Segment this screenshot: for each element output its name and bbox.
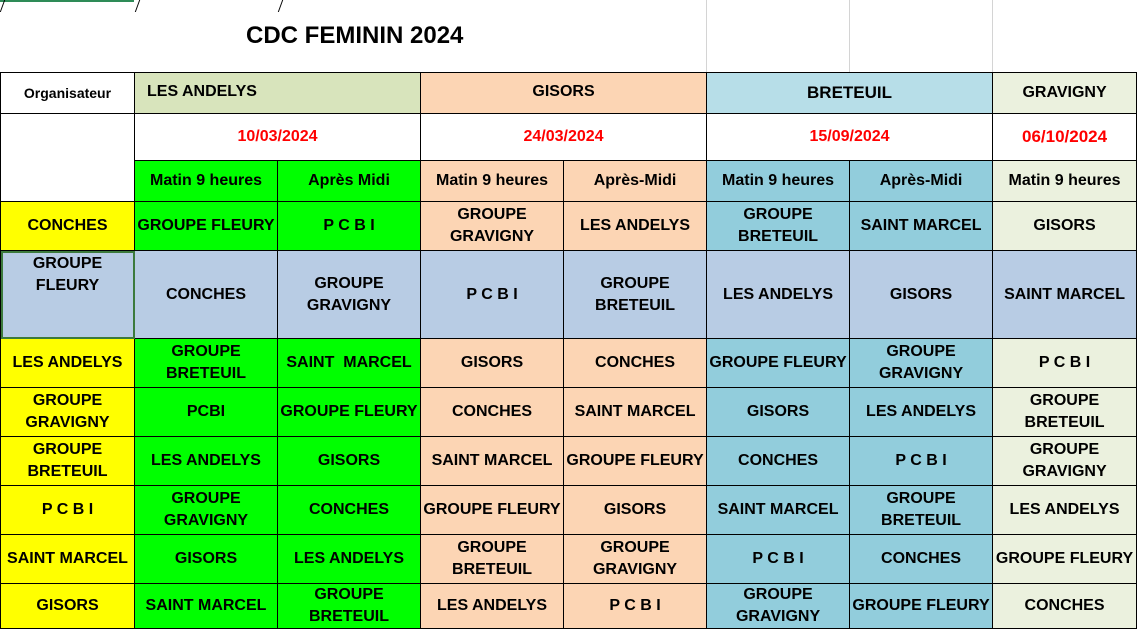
match-cell[interactable]: GISORS — [993, 202, 1137, 251]
match-cell[interactable]: GROUPE BRETEUIL — [278, 584, 421, 629]
match-cell[interactable]: GISORS — [278, 437, 421, 486]
match-cell[interactable]: GROUPE GRAVIGNY — [564, 535, 707, 584]
match-cell[interactable]: GROUPE GRAVIGNY — [850, 339, 993, 388]
team-cell[interactable]: LES ANDELYS — [1, 339, 135, 388]
sheet-title: CDC FEMININ 2024 — [246, 22, 464, 49]
team-cell[interactable]: GROUPE FLEURY — [1, 251, 135, 339]
match-cell[interactable]: SAINT MARCEL — [135, 584, 278, 629]
match-cell[interactable]: LES ANDELYS — [421, 584, 564, 629]
match-cell[interactable]: P C B I — [707, 535, 850, 584]
match-cell[interactable]: GROUPE FLEURY — [135, 202, 278, 251]
table-row — [1, 486, 1137, 535]
team-cell[interactable]: SAINT MARCEL — [1, 535, 135, 584]
match-cell[interactable]: GROUPE BRETEUIL — [993, 388, 1137, 437]
session-header[interactable]: Matin 9 heures — [707, 161, 850, 202]
match-cell[interactable]: SAINT MARCEL — [564, 388, 707, 437]
match-cell[interactable]: CONCHES — [707, 437, 850, 486]
match-cell[interactable]: GISORS — [707, 388, 850, 437]
team-cell[interactable]: GISORS — [1, 584, 135, 629]
session-header[interactable]: Matin 9 heures — [421, 161, 564, 202]
match-cell[interactable]: GROUPE FLEURY — [707, 339, 850, 388]
match-cell[interactable]: GROUPE GRAVIGNY — [135, 486, 278, 535]
match-cell[interactable]: LES ANDELYS — [993, 486, 1137, 535]
session-header[interactable]: Après-Midi — [850, 161, 993, 202]
grid-line — [706, 0, 707, 72]
match-cell[interactable]: LES ANDELYS — [278, 535, 421, 584]
match-cell[interactable]: GROUPE GRAVIGNY — [993, 437, 1137, 486]
match-cell[interactable]: SAINT MARCEL — [993, 251, 1137, 339]
session-header[interactable]: Après Midi — [278, 161, 421, 202]
match-cell[interactable]: P C B I — [993, 339, 1137, 388]
match-cell[interactable]: P C B I — [278, 202, 421, 251]
session-header[interactable]: Matin 9 heures — [135, 161, 278, 202]
match-cell[interactable]: GROUPE GRAVIGNY — [707, 584, 850, 629]
match-cell[interactable]: PCBI — [135, 388, 278, 437]
match-cell[interactable]: SAINT MARCEL — [421, 437, 564, 486]
match-cell[interactable]: GROUPE FLEURY — [564, 437, 707, 486]
match-cell[interactable]: CONCHES — [421, 388, 564, 437]
match-cell[interactable]: GISORS — [564, 486, 707, 535]
venue-gisors[interactable]: GISORS — [421, 73, 707, 114]
match-cell[interactable]: LES ANDELYS — [707, 251, 850, 339]
match-cell[interactable]: GROUPE FLEURY — [278, 388, 421, 437]
match-cell[interactable]: CONCHES — [278, 486, 421, 535]
match-cell[interactable]: GROUPE FLEURY — [850, 584, 993, 629]
match-cell[interactable]: CONCHES — [993, 584, 1137, 629]
match-cell[interactable]: SAINT MARCEL — [850, 202, 993, 251]
match-cell[interactable]: CONCHES — [135, 251, 278, 339]
organisateur-label[interactable]: Organisateur — [1, 73, 135, 114]
match-cell[interactable]: LES ANDELYS — [850, 388, 993, 437]
match-cell[interactable]: GISORS — [135, 535, 278, 584]
match-cell[interactable]: GROUPE FLEURY — [421, 486, 564, 535]
match-cell[interactable]: SAINT MARCEL — [707, 486, 850, 535]
session-header[interactable]: Après-Midi — [564, 161, 707, 202]
match-cell[interactable]: GROUPE GRAVIGNY — [278, 251, 421, 339]
venue-gravigny[interactable]: GRAVIGNY — [993, 73, 1137, 114]
date-andelys[interactable]: 10/03/2024 — [135, 114, 421, 161]
match-cell[interactable]: GISORS — [421, 339, 564, 388]
match-cell[interactable]: GISORS — [850, 251, 993, 339]
team-cell[interactable]: P C B I — [1, 486, 135, 535]
schedule-table — [0, 72, 1137, 629]
venue-andelys[interactable]: LES ANDELYS — [135, 73, 421, 114]
table-row — [1, 251, 1137, 339]
match-cell[interactable]: LES ANDELYS — [135, 437, 278, 486]
empty-cell[interactable] — [1, 114, 135, 202]
table-row — [1, 584, 1137, 629]
grid-line — [992, 0, 993, 72]
match-cell[interactable]: GROUPE BRETEUIL — [850, 486, 993, 535]
cell-edge-mark — [278, 0, 283, 12]
match-cell[interactable]: GROUPE FLEURY — [993, 535, 1137, 584]
table-row — [1, 202, 1137, 251]
table-row — [1, 535, 1137, 584]
match-cell[interactable]: GROUPE GRAVIGNY — [421, 202, 564, 251]
match-cell[interactable]: P C B I — [850, 437, 993, 486]
table-row — [1, 388, 1137, 437]
venue-breteuil[interactable]: BRETEUIL — [707, 73, 993, 114]
match-cell[interactable]: CONCHES — [850, 535, 993, 584]
match-cell[interactable]: GROUPE BRETEUIL — [421, 535, 564, 584]
table-row — [1, 437, 1137, 486]
match-cell[interactable]: CONCHES — [564, 339, 707, 388]
date-gisors[interactable]: 24/03/2024 — [421, 114, 707, 161]
date-gravigny[interactable]: 06/10/2024 — [993, 114, 1137, 161]
match-cell[interactable]: GROUPE BRETEUIL — [707, 202, 850, 251]
match-cell[interactable]: GROUPE BRETEUIL — [564, 251, 707, 339]
cell-edge-mark — [135, 0, 140, 12]
grid-line — [849, 0, 850, 72]
match-cell[interactable]: P C B I — [564, 584, 707, 629]
match-cell[interactable]: P C B I — [421, 251, 564, 339]
match-cell[interactable]: SAINT MARCEL — [278, 339, 421, 388]
match-cell[interactable]: GROUPE BRETEUIL — [135, 339, 278, 388]
team-cell[interactable]: GROUPE GRAVIGNY — [1, 388, 135, 437]
session-header[interactable]: Matin 9 heures — [993, 161, 1137, 202]
team-cell[interactable]: GROUPE BRETEUIL — [1, 437, 135, 486]
selection-edge — [0, 0, 134, 2]
table-row — [1, 339, 1137, 388]
date-breteuil[interactable]: 15/09/2024 — [707, 114, 993, 161]
team-cell[interactable]: CONCHES — [1, 202, 135, 251]
match-cell[interactable]: LES ANDELYS — [564, 202, 707, 251]
